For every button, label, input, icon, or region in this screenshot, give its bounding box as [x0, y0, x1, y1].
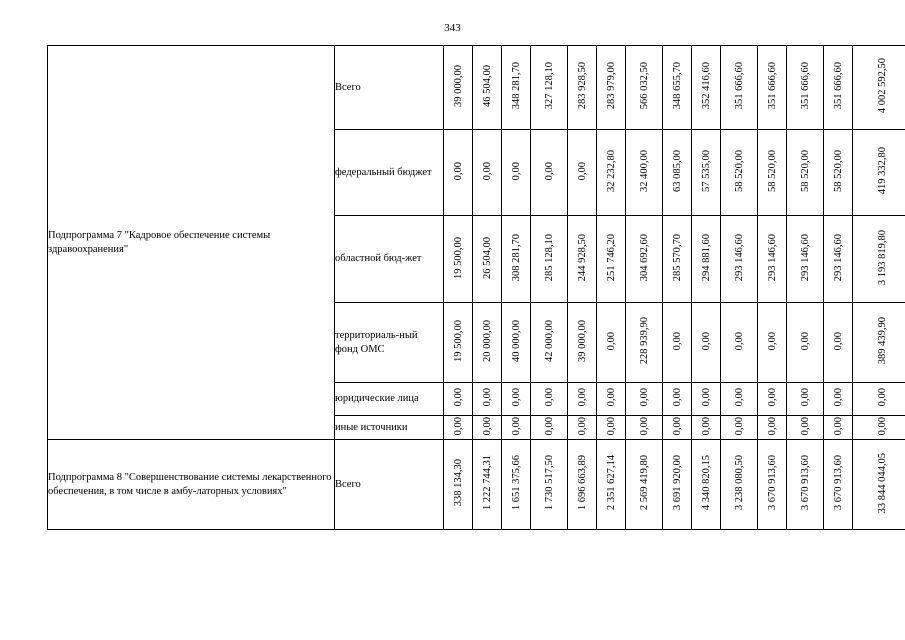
value-cell	[853, 130, 905, 216]
value-cell	[787, 130, 824, 216]
value-text: 348 281,70	[510, 62, 522, 110]
program-7-title: Подпрограмма 7 "Кадровое обеспечение системы здравоохранения"	[48, 46, 335, 440]
value-text: 0,00	[481, 161, 493, 181]
value-text: 58 520,00	[799, 150, 811, 192]
value-text: 3 691 920,00	[671, 455, 683, 511]
value-text: 0,00	[543, 161, 555, 181]
value-cell	[824, 46, 853, 130]
funding-source: Всего	[335, 440, 444, 530]
value-text: 0,00	[576, 161, 588, 181]
value-text: 0,00	[605, 331, 617, 351]
value-cell	[626, 303, 663, 383]
funding-source: иные источники	[335, 416, 444, 440]
value-cell	[626, 440, 663, 530]
value-cell	[824, 130, 853, 216]
value-text: 3 670 913,60	[766, 455, 778, 511]
value-text: 0,00	[671, 388, 683, 407]
value-cell	[444, 303, 473, 383]
value-cell	[473, 216, 502, 303]
value-cell	[597, 440, 626, 530]
value-text: 0,00	[799, 331, 811, 351]
value-cell	[568, 216, 597, 303]
value-text: 40 000,00	[510, 320, 522, 362]
funding-source: территориаль-ный фонд ОМС	[335, 303, 444, 383]
funding-source: федеральный бюджет	[335, 130, 444, 216]
value-text: 3 670 913,60	[799, 455, 811, 511]
value-text: 389 439,90	[877, 317, 888, 365]
value-cell	[626, 416, 663, 440]
value-text: 419 332,80	[877, 147, 888, 195]
value-text: 251 746,20	[605, 233, 617, 282]
value-cell	[663, 216, 692, 303]
value-cell	[502, 416, 531, 440]
value-text: 57 535,00	[700, 150, 712, 192]
value-cell	[663, 130, 692, 216]
value-text: 2 569 419,80	[638, 455, 650, 511]
value-text: 0,00	[766, 416, 778, 436]
value-text: 0,00	[733, 388, 745, 407]
value-cell	[444, 46, 473, 130]
value-cell	[531, 383, 568, 416]
value-cell	[758, 383, 787, 416]
value-text: 0,00	[576, 388, 588, 407]
value-cell	[758, 130, 787, 216]
value-text: 3 670 913,60	[832, 455, 844, 511]
value-text: 58 520,00	[832, 150, 844, 192]
value-cell	[568, 440, 597, 530]
value-text: 0,00	[877, 388, 888, 407]
value-text: 0,00	[799, 416, 811, 436]
value-text: 0,00	[733, 331, 745, 351]
value-cell	[758, 416, 787, 440]
value-cell	[663, 303, 692, 383]
value-text: 0,00	[452, 416, 464, 436]
value-cell	[853, 416, 905, 440]
value-text: 1 222 744,31	[481, 455, 493, 511]
value-cell	[597, 303, 626, 383]
value-text: 0,00	[766, 331, 778, 351]
value-text: 293 146,60	[766, 233, 778, 282]
value-text: 293 146,60	[733, 233, 745, 282]
value-text: 285 570,70	[671, 233, 683, 282]
value-text: 285 128,10	[543, 233, 555, 282]
value-text: 351 666,60	[766, 62, 778, 110]
value-text: 308 281,70	[510, 233, 522, 282]
value-cell	[758, 303, 787, 383]
value-cell	[663, 383, 692, 416]
value-cell	[531, 303, 568, 383]
value-text: 351 666,60	[733, 62, 745, 110]
value-cell	[444, 216, 473, 303]
value-text: 39 000,00	[452, 65, 464, 107]
value-text: 46 504,00	[481, 65, 493, 107]
value-text: 0,00	[605, 388, 617, 407]
value-text: 0,00	[877, 416, 888, 436]
budget-table	[47, 45, 905, 530]
value-text: 0,00	[638, 416, 650, 436]
value-text: 327 128,10	[543, 62, 555, 110]
value-text: 293 146,60	[832, 233, 844, 282]
value-text: 32 400,00	[638, 150, 650, 192]
value-text: 26 504,00	[481, 236, 493, 279]
value-cell	[626, 130, 663, 216]
value-text: 0,00	[700, 388, 712, 407]
value-text: 0,00	[671, 416, 683, 436]
value-text: 352 416,60	[700, 62, 712, 110]
value-text: 0,00	[671, 331, 683, 351]
value-cell	[787, 383, 824, 416]
value-cell	[531, 440, 568, 530]
value-cell	[758, 216, 787, 303]
value-cell	[444, 130, 473, 216]
value-text: 0,00	[452, 388, 464, 407]
value-text: 39 000,00	[576, 320, 588, 362]
program-8-title: Подпрограмма 8 "Совершенствование системы лекарственного обеспечения, в том числе в амбу-латорных условиях"	[48, 440, 335, 530]
value-text: 0,00	[510, 161, 522, 181]
value-cell	[824, 216, 853, 303]
value-cell	[597, 383, 626, 416]
value-text: 304 692,60	[638, 233, 650, 282]
value-cell	[473, 383, 502, 416]
value-text: 283 928,50	[576, 62, 588, 110]
value-text: 0,00	[832, 388, 844, 407]
value-text: 0,00	[799, 388, 811, 407]
value-text: 0,00	[543, 416, 555, 436]
value-text: 3 238 080,50	[733, 455, 745, 511]
value-cell	[692, 416, 721, 440]
funding-source: областной бюд-жет	[335, 216, 444, 303]
value-cell	[721, 46, 758, 130]
value-cell	[502, 130, 531, 216]
value-text: 0,00	[452, 161, 464, 181]
value-cell	[597, 46, 626, 130]
value-cell	[568, 303, 597, 383]
program-8-row	[48, 440, 905, 530]
value-text: 293 146,60	[799, 233, 811, 282]
value-cell	[758, 440, 787, 530]
value-text: 0,00	[481, 416, 493, 436]
value-cell	[473, 440, 502, 530]
value-text: 0,00	[700, 416, 712, 436]
value-cell	[568, 46, 597, 130]
value-text: 42 000,00	[543, 320, 555, 362]
value-text: 0,00	[832, 331, 844, 351]
value-text: 1 730 517,50	[543, 455, 555, 511]
value-cell	[473, 46, 502, 130]
value-cell	[444, 440, 473, 530]
value-cell	[473, 416, 502, 440]
value-text: 338 134,30	[452, 459, 464, 507]
value-text: 0,00	[481, 388, 493, 407]
value-cell	[568, 383, 597, 416]
value-cell	[531, 130, 568, 216]
value-cell	[444, 416, 473, 440]
value-text: 58 520,00	[733, 150, 745, 192]
value-text: 0,00	[510, 416, 522, 436]
value-text: 0,00	[832, 416, 844, 436]
value-cell	[473, 303, 502, 383]
funding-source: юридические лица	[335, 383, 444, 416]
value-cell	[824, 440, 853, 530]
value-text: 32 232,80	[605, 150, 617, 192]
value-text: 1 651 375,66	[510, 455, 522, 511]
value-cell	[597, 416, 626, 440]
value-text: 0,00	[576, 416, 588, 436]
value-cell	[824, 416, 853, 440]
value-cell	[531, 46, 568, 130]
value-text: 19 500,00	[452, 236, 464, 279]
value-cell	[853, 216, 905, 303]
value-text: 4 340 820,15	[700, 455, 712, 511]
value-cell	[444, 383, 473, 416]
value-cell	[721, 416, 758, 440]
value-cell	[626, 383, 663, 416]
value-text: 228 939,90	[638, 317, 650, 365]
value-cell	[824, 383, 853, 416]
value-cell	[692, 46, 721, 130]
funding-source: Всего	[335, 46, 444, 130]
value-text: 0,00	[510, 388, 522, 407]
value-text: 244 928,50	[576, 233, 588, 282]
value-cell	[692, 216, 721, 303]
value-cell	[502, 303, 531, 383]
value-text: 351 666,60	[799, 62, 811, 110]
value-text: 0,00	[766, 388, 778, 407]
value-text: 0,00	[543, 388, 555, 407]
value-text: 1 696 663,89	[576, 455, 588, 511]
value-cell	[787, 216, 824, 303]
value-cell	[721, 130, 758, 216]
value-cell	[853, 440, 905, 530]
value-cell	[568, 416, 597, 440]
value-text: 4 002 592,50	[877, 58, 888, 114]
value-cell	[502, 383, 531, 416]
value-text: 0,00	[605, 416, 617, 436]
value-cell	[758, 46, 787, 130]
value-cell	[663, 46, 692, 130]
value-cell	[502, 440, 531, 530]
value-text: 33 844 044,05	[877, 452, 888, 514]
value-cell	[824, 303, 853, 383]
value-cell	[721, 440, 758, 530]
value-cell	[663, 416, 692, 440]
value-cell	[531, 416, 568, 440]
value-cell	[692, 440, 721, 530]
value-cell	[787, 440, 824, 530]
value-cell	[721, 383, 758, 416]
value-text: 3 193 819,80	[877, 229, 888, 286]
value-cell	[853, 46, 905, 130]
value-cell	[663, 440, 692, 530]
value-text: 63 085,00	[671, 150, 683, 192]
value-cell	[853, 383, 905, 416]
value-text: 0,00	[638, 388, 650, 407]
value-text: 283 979,00	[605, 62, 617, 110]
value-cell	[721, 216, 758, 303]
program-7-row	[48, 46, 905, 130]
value-text: 0,00	[733, 416, 745, 436]
value-cell	[692, 303, 721, 383]
value-cell	[787, 416, 824, 440]
value-text: 566 032,50	[638, 62, 650, 110]
value-cell	[502, 46, 531, 130]
value-text: 2 351 627,14	[605, 455, 617, 511]
value-text: 0,00	[700, 331, 712, 351]
value-cell	[597, 130, 626, 216]
value-text: 294 881,60	[700, 233, 712, 282]
value-cell	[721, 303, 758, 383]
value-text: 19 500,00	[452, 320, 464, 362]
value-cell	[626, 46, 663, 130]
value-text: 348 655,70	[671, 62, 683, 110]
value-cell	[626, 216, 663, 303]
value-text: 351 666,60	[832, 62, 844, 110]
value-cell	[473, 130, 502, 216]
value-cell	[568, 130, 597, 216]
value-cell	[502, 216, 531, 303]
value-cell	[787, 46, 824, 130]
value-text: 58 520,00	[766, 150, 778, 192]
value-cell	[597, 216, 626, 303]
value-cell	[692, 383, 721, 416]
value-cell	[692, 130, 721, 216]
page-number: 343	[444, 22, 461, 34]
value-cell	[787, 303, 824, 383]
value-text: 20 000,00	[481, 320, 493, 362]
value-cell	[853, 303, 905, 383]
value-cell	[531, 216, 568, 303]
